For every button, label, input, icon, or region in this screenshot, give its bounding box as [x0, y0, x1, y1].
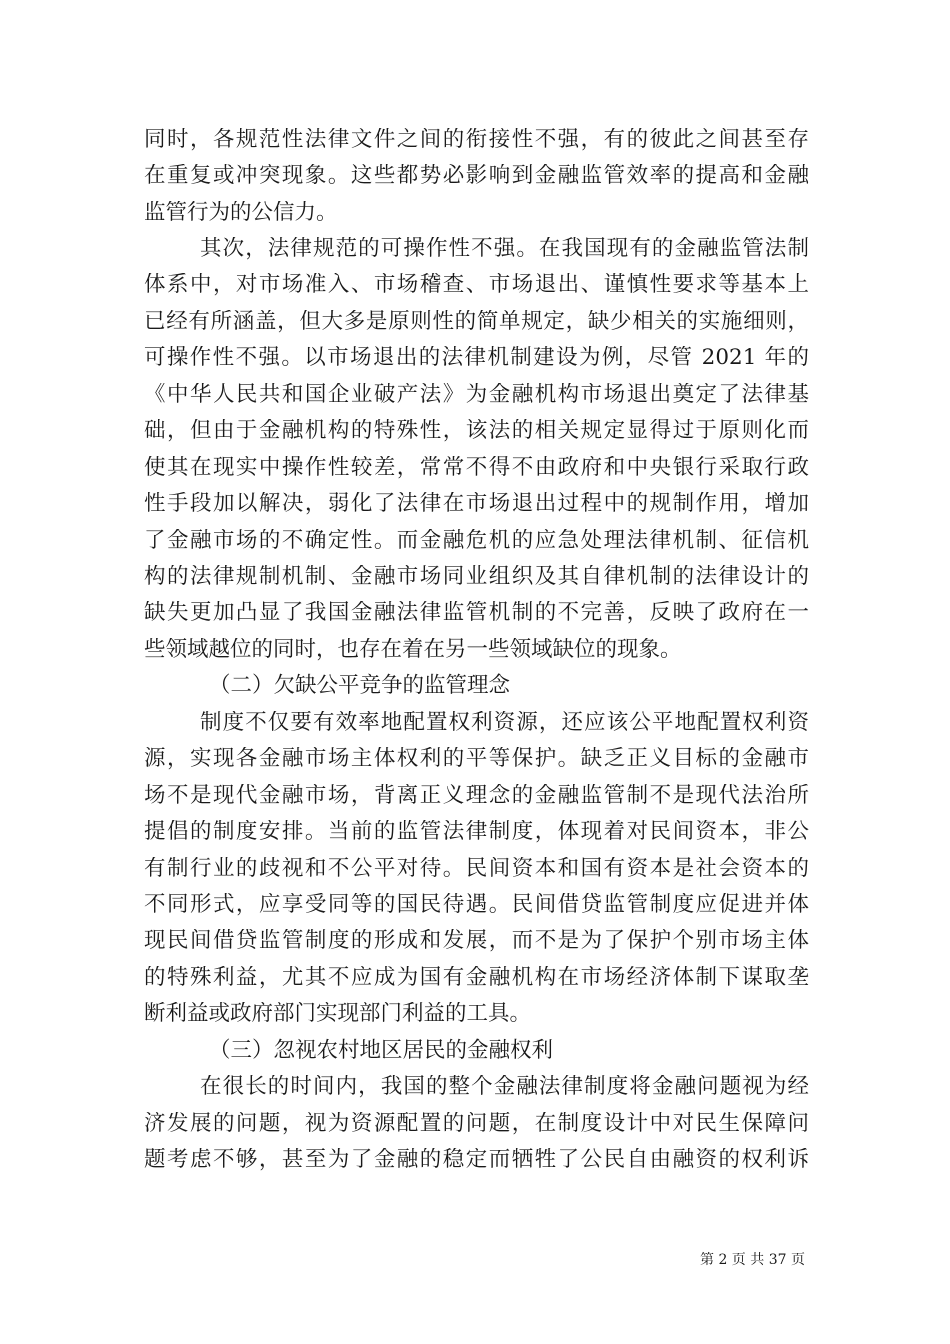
paragraph-4-line-2: 济发展的问题，视为资源配置的问题，在制度设计中对民生保障问 — [144, 1112, 809, 1136]
paragraph-2-line-12: 些领域越位的同时，也存在着在另一些领域缺位的现象。 — [144, 638, 682, 662]
paragraph-4-line-3: 题考虑不够，甚至为了金融的稳定而牺牲了公民自由融资的权利诉 — [144, 1148, 809, 1172]
paragraph-3-line-7: 现民间借贷监管制度的形成和发展，而不是为了保护个别市场主体 — [144, 929, 809, 953]
paragraph-3-line-4: 提倡的制度安排。当前的监管法律制度，体现着对民间资本，非公 — [144, 820, 809, 844]
paragraph-2-line-3: 已经有所涵盖，但大多是原则性的简单规定，缺少相关的实施细则， — [144, 310, 809, 334]
page-number-footer: 第 2 页 共 37 页 — [700, 1252, 805, 1268]
paragraph-2-line-7: 使其在现实中操作性较差，常常不得不由政府和中央银行采取行政 — [144, 456, 809, 480]
paragraph-3-line-1: 制度不仅要有效率地配置权利资源，还应该公平地配置权利资 — [200, 711, 809, 735]
paragraph-3-line-5: 有制行业的歧视和不公平对待。民间资本和国有资本是社会资本的 — [144, 857, 809, 881]
paragraph-1-line-2: 在重复或冲突现象。这些都势必影响到金融监管效率的提高和金融 — [144, 164, 809, 188]
paragraph-2-line-9: 了金融市场的不确定性。而金融危机的应急处理法律机制、征信机 — [144, 529, 809, 553]
paragraph-2-line-5: 《中华人民共和国企业破产法》为金融机构市场退出奠定了法律基 — [144, 383, 809, 407]
paragraph-2-line-8: 性手段加以解决，弱化了法律在市场退出过程中的规制作用，增加 — [144, 492, 809, 516]
paragraph-2-line-1: 其次，法律规范的可操作性不强。在我国现有的金融监管法制 — [200, 237, 809, 261]
section-heading-2: （二）欠缺公平竞争的监管理念 — [209, 673, 511, 698]
paragraph-3-line-6: 不同形式，应享受同等的国民待遇。民间借贷监管制度应促进并体 — [144, 893, 809, 917]
paragraph-1-line-3: 监管行为的公信力。 — [144, 201, 338, 225]
paragraph-2-line-2: 体系中，对市场准入、市场稽查、市场退出、谨慎性要求等基本上 — [144, 273, 809, 297]
paragraph-3-line-9: 断利益或政府部门实现部门利益的工具。 — [144, 1002, 532, 1026]
section-heading-3: （三）忽视农村地区居民的金融权利 — [209, 1038, 554, 1063]
paragraph-4-line-1: 在很长的时间内，我国的整个金融法律制度将金融问题视为经 — [200, 1075, 809, 1099]
paragraph-2-line-10: 构的法律规制机制、金融市场同业组织及其自律机制的法律设计的 — [144, 565, 809, 589]
paragraph-2-line-6: 础，但由于金融机构的特殊性，该法的相关规定显得过于原则化而 — [144, 419, 809, 443]
paragraph-3-line-2: 源，实现各金融市场主体权利的平等保护。缺乏正义目标的金融市 — [144, 747, 809, 771]
paragraph-3-line-3: 场不是现代金融市场，背离正义理念的金融监管制不是现代法治所 — [144, 784, 809, 808]
paragraph-2-line-11: 缺失更加凸显了我国金融法律监管机制的不完善，反映了政府在一 — [144, 601, 809, 625]
paragraph-1-line-1: 同时，各规范性法律文件之间的衔接性不强，有的彼此之间甚至存 — [144, 128, 809, 152]
paragraph-2-line-4: 可操作性不强。以市场退出的法律机制建设为例，尽管 2021 年的 — [144, 346, 809, 370]
paragraph-3-line-8: 的特殊利益，尤其不应成为国有金融机构在市场经济体制下谋取垄 — [144, 966, 809, 990]
